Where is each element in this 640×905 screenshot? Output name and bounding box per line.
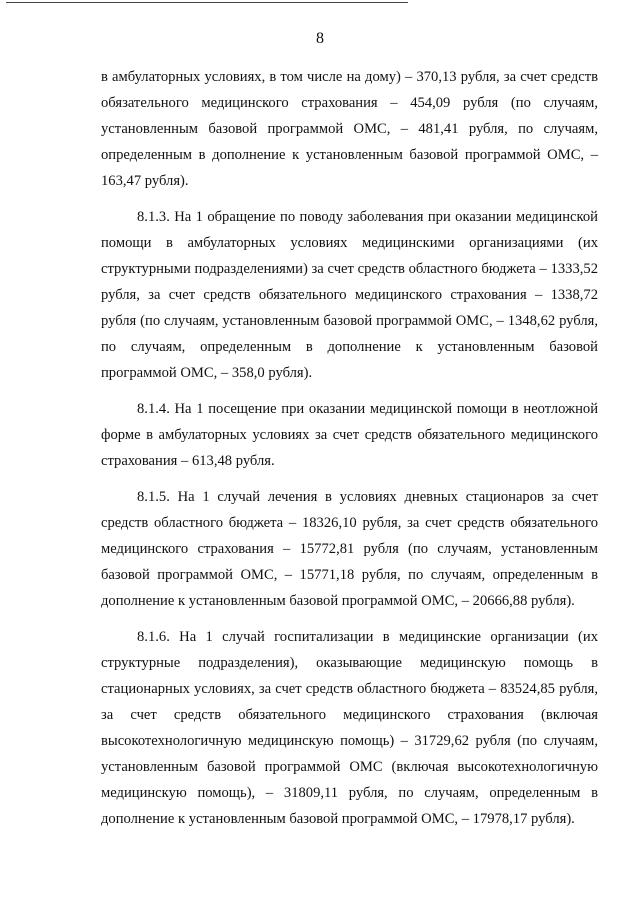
document-body	[101, 64, 598, 832]
top-rule	[6, 2, 408, 3]
page-number: 8	[316, 30, 324, 47]
paragraph-8-1-5: 8.1.5. На 1 случай лечения в условиях дневных стационаров за счет средств областного бюджета – 18326,10 рубля, за счет средств обязательного медицинского страхования – 15772,81 рубля (по случаям, установленным базовой программой ОМС, – 15771,18 рубля, по случаям, определенным в дополнение к установленным базовой программой ОМС, – 20666,88 рубля).	[101, 489, 598, 609]
paragraph-8-1-3: 8.1.3. На 1 обращение по поводу заболевания при оказании медицинской помощи в амбулаторных условиях медицинскими организациями (их структурными подразделениями) за счет средств областного бюджета – 1333,52 рубля, за счет средств обязательного медицинского страхования – 1338,72 рубля (по случаям, установленным базовой программой ОМС, – 1348,62 рубля, по случаям, определенным в дополнение к установленным базовой программой ОМС, – 358,0 рубля).	[101, 209, 598, 381]
paragraph-continuation: в амбулаторных условиях, в том числе на дому) – 370,13 рубля, за счет средств обязательного медицинского страхования – 454,09 рубля (по случаям, установленным базовой программой ОМС, – 481,41 рубля, по случаям, определенным в дополнение к установленным базовой программой ОМС, – 163,47 рубля).	[101, 69, 598, 189]
paragraph-8-1-6: 8.1.6. На 1 случай госпитализации в медицинские организации (их структурные подразделения), оказывающие медицинскую помощь в стационарных условиях, за счет средств областного бюджета – 83524,85 рубля, за счет средств обязательного медицинского страхования (включая высокотехнологичную медицинскую помощь) – 31729,62 рубля (по случаям, установленным базовой программой ОМС (включая высокотехнологичную медицинскую помощь), – 31809,11 рубля, по случаям, определенным в дополнение к установленным базовой программой ОМС, – 17978,17 рубля).	[101, 629, 598, 827]
paragraph-8-1-4: 8.1.4. На 1 посещение при оказании медицинской помощи в неотложной форме в амбулаторных условиях за счет средств обязательного медицинского страхования – 613,48 рубля.	[101, 401, 598, 469]
